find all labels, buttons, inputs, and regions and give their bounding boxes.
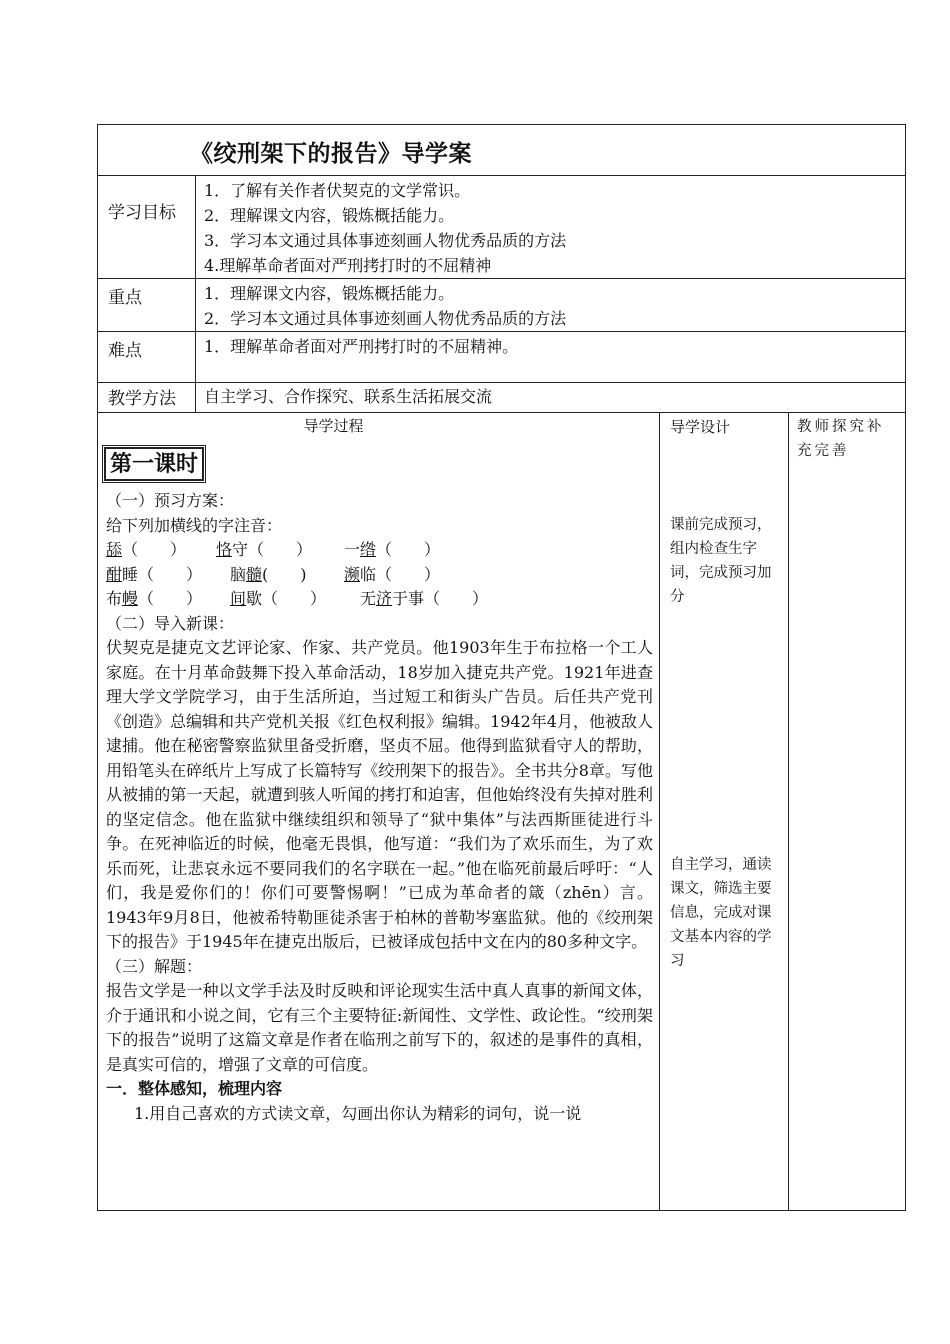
section1-heading: 一．整体感知，梳理内容	[106, 1079, 283, 1098]
difficulties-content-cell	[196, 332, 906, 383]
method-label-cell	[98, 383, 196, 413]
design-cell	[660, 413, 789, 1211]
intro-paragraph: 伏契克是捷克文艺评论家、作家、共产党员。他1903年生于布拉格一个工人家庭。在十月革命鼓舞下投入革命活动，18岁加入捷克共产党。1921年进查理大学文学院学习，由于生活所迫，当过短工和街头广告员。后任共产党刊《创造》总编辑和共产党机关报《红色权利报》编辑。1942年4月，他被敌人逮捕。他在秘密警察监狱里备受折磨，坚贞不屈。他得到监狱看守人的帮助，用铅笔头在碎纸片上写成了长篇特写《绞刑架下的报告》。全书共分8章。写他从被捕的第一天起，就遭到骇人听闻的拷打和迫害，但他始终没有失掉对胜利的坚定信念。他在监狱中继续组织和领导了“狱中集体”与法西斯匪徒进行斗争。在死神临近的时候，他毫无畏惧，他写道：“我们为了欢乐而生，为了欢乐而死，让悲哀永远不要同我们的名字联在一起。”他在临死前最后呼吁：“人们，我是爱你们的！你们可要警惕啊！”已成为革命者的箴（zhēn）言。1943年9月8日，他被希特勒匪徒杀害于柏林的普勒岑塞监狱。他的《绞刑架下的报告》于1945年在捷克出版后，已被译成包括中文在内的80多种文字。	[106, 638, 653, 951]
key-point-item: 2．学习本文通过具体事迹刻画人物优秀品质的方法	[204, 309, 567, 328]
key-points-content-cell	[196, 279, 906, 332]
design-header: 导学设计	[670, 418, 731, 436]
title-explain-heading: （三）解题：	[106, 956, 203, 976]
pinyin-char: 酣	[106, 564, 123, 584]
goal-item: 1．了解有关作者伏契克的文学常识。	[204, 181, 471, 200]
difficulties-label-cell	[98, 332, 196, 383]
teacher-cell	[789, 413, 906, 1211]
difficulty-item: 1．理解革命者面对严刑拷打时的不屈精神。	[204, 337, 519, 356]
design-note-preview: 课前完成预习，组内检查生字词，完成预习加分	[670, 517, 772, 605]
key-points-label: 重点	[108, 288, 142, 308]
lesson-title: 第一课时	[104, 447, 204, 481]
process-cell	[98, 413, 660, 1211]
preview-heading: （一）预习方案：	[106, 491, 235, 510]
pinyin-char: 濒	[344, 564, 361, 584]
pinyin-char: 舔	[106, 540, 123, 559]
method-label: 教学方法	[108, 389, 176, 409]
lesson-title-box	[102, 445, 206, 483]
pinyin-instruction: 给下列加横线的字注音：	[106, 515, 283, 535]
document	[97, 124, 905, 1211]
pinyin-char: 幔	[122, 589, 139, 608]
goal-item: 4.理解革命者面对严刑拷打时的不屈精神	[204, 256, 492, 275]
pinyin-char: 绺	[360, 540, 377, 559]
key-point-item: 1．理解课文内容，锻炼概括能力。	[204, 284, 455, 303]
pinyin-char: 恪	[216, 540, 233, 559]
section1-item: 1.用自己喜欢的方式读文章，勾画出你认为精彩的词句，说一说	[134, 1103, 582, 1123]
method-content-cell	[196, 383, 906, 413]
goals-label: 学习目标	[108, 203, 176, 223]
teacher-header: 教师探究补充完善	[797, 419, 885, 459]
pinyin-row: 舔（ ） 恪守（ ） 一绺（ ）	[106, 538, 653, 563]
pinyin-char: 济	[376, 589, 393, 608]
pinyin-char: 间	[230, 589, 247, 608]
method-value: 自主学习、合作探究、联系生活拓展交流	[204, 387, 493, 406]
design-note-reading: 自主学习，通读课文，筛选主要信息，完成对课文基本内容的学习	[670, 857, 772, 969]
pinyin-row: 布幔（ ） 间歇（ ） 无济于事（ ）	[106, 587, 653, 612]
goal-item: 3．学习本文通过具体事迹刻画人物优秀品质的方法	[204, 231, 567, 250]
title-explain-paragraph: 报告文学是一种以文学手法及时反映和评论现实生活中真人真事的新闻文体，介于通讯和小说之间，它有三个主要特征:新闻性、文学性、政论性。“绞刑架下的报告”说明了这篇文章是作者在临刑之前写下的，叙述的是事件的真相，是真实可信的，增强了文章的可信度。	[106, 981, 653, 1074]
key-points-label-cell	[98, 279, 196, 332]
goals-label-cell	[98, 176, 196, 279]
goals-content-cell	[196, 176, 906, 279]
goal-item: 2．理解课文内容，锻炼概括能力。	[204, 206, 455, 225]
intro-heading: （二）导入新课：	[106, 613, 235, 633]
process-header: 导学过程	[303, 417, 364, 435]
page-title: 《绞刑架下的报告》导学案	[190, 140, 472, 167]
lesson-plan-table	[97, 124, 906, 1211]
difficulties-label: 难点	[108, 341, 142, 361]
pinyin-row: 酣睡（ ） 脑髓( ) 濒临（ ）	[106, 563, 653, 588]
title-cell	[98, 125, 906, 176]
pinyin-char: 髓	[246, 564, 263, 584]
